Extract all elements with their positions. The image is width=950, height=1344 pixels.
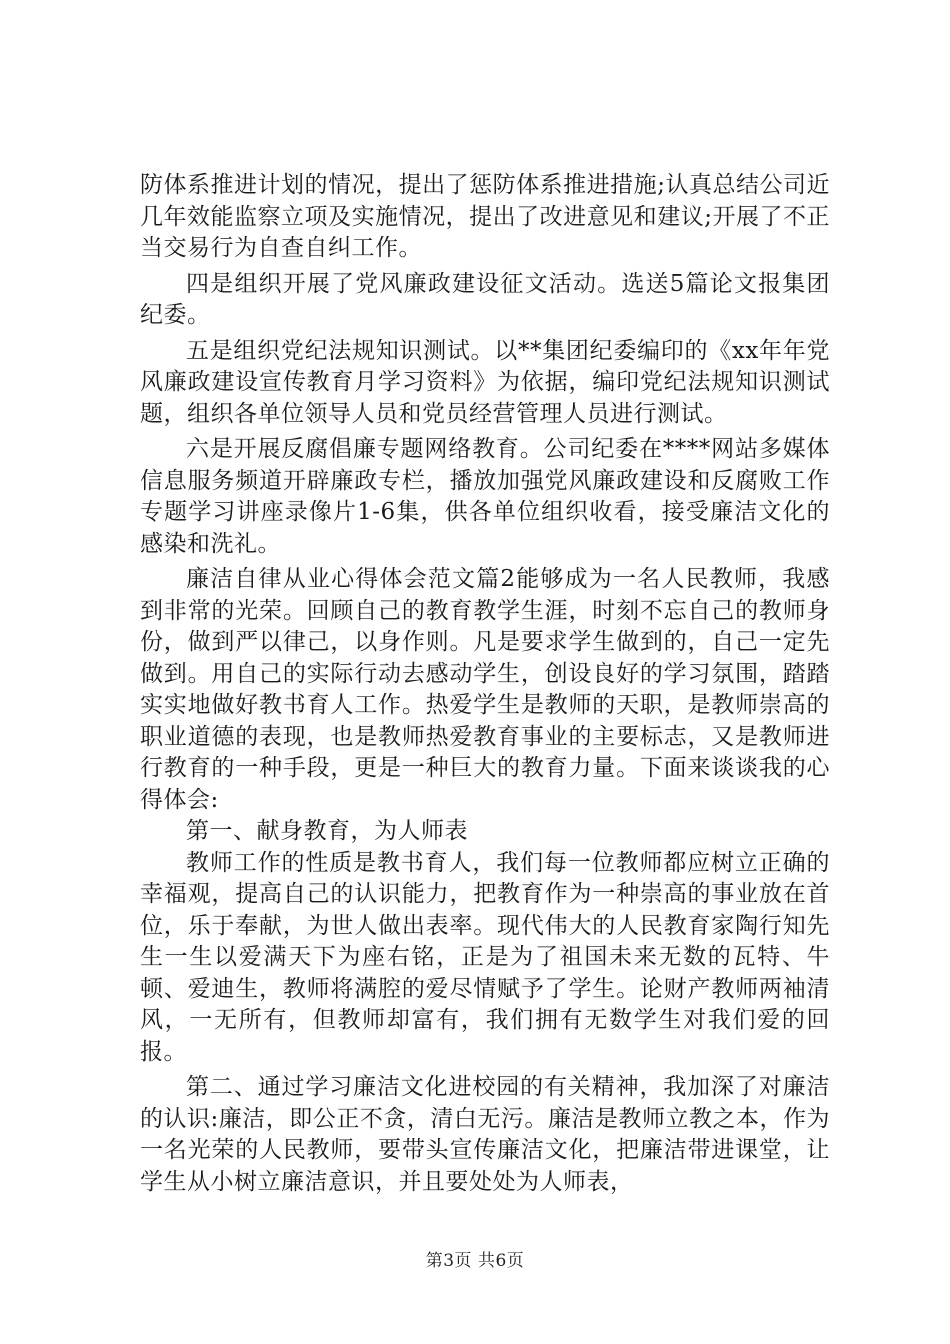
page-number-footer: 第3页 共6页 bbox=[425, 1251, 525, 1271]
document-body bbox=[140, 170, 830, 1202]
paragraph-point-four: 四是组织开展了党风廉政建设征文活动。选送5篇论文报集团纪委。 bbox=[140, 270, 830, 328]
paragraph-second: 第二、通过学习廉洁文化进校园的有关精神，我加深了对廉洁的认识:廉洁，即公正不贪，清白无污。廉洁是教师立教之本，作为一名光荣的人民教师，要带头宣传廉洁文化，把廉洁带进课堂，让学生从小树立廉洁意识，并且要处处为人师表， bbox=[140, 1074, 830, 1195]
section-heading-first: 第一、献身教育，为人师表 bbox=[186, 818, 468, 844]
paragraph-continued: 防体系推进计划的情况，提出了惩防体系推进措施;认真总结公司近几年效能监察立项及实施情况，提出了改进意见和建议;开展了不正当交易行为自查自纠工作。 bbox=[140, 172, 830, 261]
paragraph-essay-2: 廉洁自律从业心得体会范文篇2能够成为一名人民教师，我感到非常的光荣。回顾自己的教育教学生涯，时刻不忘自己的教师身份，做到严以律己，以身作则。凡是要求学生做到的，自己一定先做到。用自己的实际行动去感动学生，创设良好的学习氛围，踏踏实实地做好教书育人工作。热爱学生是教师的天职，是教师崇高的职业道德的表现，也是教师热爱教育事业的主要标志，又是教师进行教育的一种手段，更是一种巨大的教育力量。下面来谈谈我的心得体会: bbox=[140, 566, 830, 813]
paragraph-point-five: 五是组织党纪法规知识测试。以**集团纪委编印的《xx年年党风廉政建设宣传教育月学习资料》为依据，编印党纪法规知识测试题，组织各单位领导人员和党员经营管理人员进行测试。 bbox=[140, 337, 830, 427]
paragraph-point-six: 六是开展反腐倡廉专题网络教育。公司纪委在****网站多媒体信息服务频道开辟廉政专栏，播放加强党风廉政建设和反腐败工作专题学习讲座录像片1-6集，供各单位组织收看，接受廉洁文化的感染和洗礼。 bbox=[140, 436, 830, 557]
paragraph-teacher-work: 教师工作的性质是教书育人，我们每一位教师都应树立正确的幸福观，提高自己的认识能力，把教育作为一种崇高的事业放在首位，乐于奉献，为世人做出表率。现代伟大的人民教育家陶行知先生一生以爱满天下为座右铭，正是为了祖国未来无数的瓦特、牛顿、爱迪生，教师将满腔的爱尽情赋予了学生。论财产教师两袖清风，一无所有，但教师却富有，我们拥有无数学生对我们爱的回报。 bbox=[140, 849, 830, 1065]
